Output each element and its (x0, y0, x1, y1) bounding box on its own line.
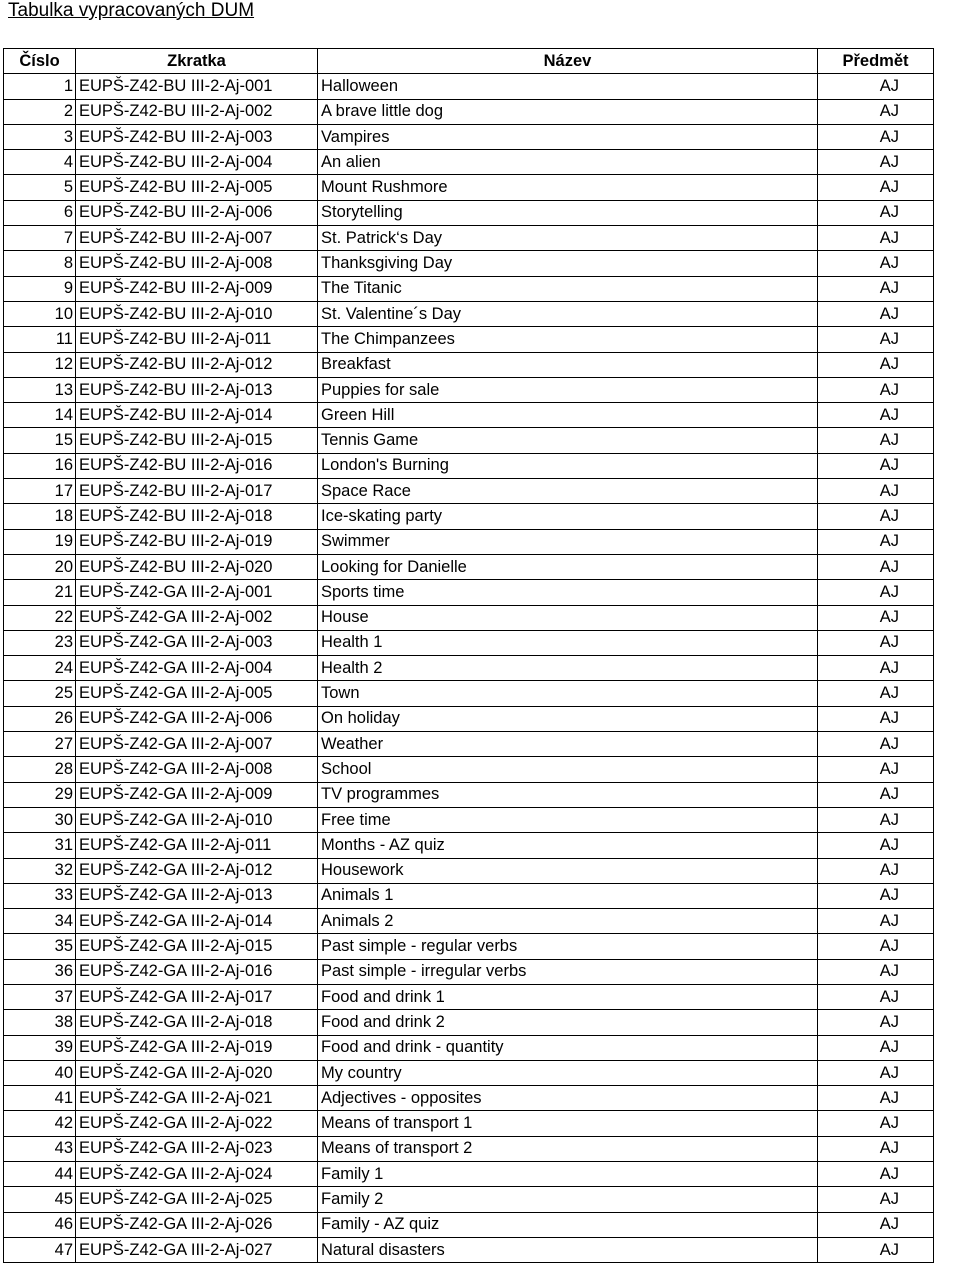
table-row (4, 150, 934, 175)
row-code: EUPŠ-Z42-GA III-2-Aj-004 (76, 656, 318, 681)
row-number: 1 (4, 74, 76, 99)
row-code: EUPŠ-Z42-BU III-2-Aj-017 (76, 479, 318, 504)
row-subject: AJ (818, 1237, 934, 1262)
row-subject: AJ (818, 251, 934, 276)
row-code: EUPŠ-Z42-BU III-2-Aj-011 (76, 327, 318, 352)
row-title: Town (318, 681, 818, 706)
table-row (4, 403, 934, 428)
row-subject: AJ (818, 807, 934, 832)
row-title: Ice-skating party (318, 504, 818, 529)
row-code: EUPŠ-Z42-GA III-2-Aj-005 (76, 681, 318, 706)
row-code: EUPŠ-Z42-BU III-2-Aj-007 (76, 226, 318, 251)
row-code: EUPŠ-Z42-GA III-2-Aj-016 (76, 959, 318, 984)
table-row (4, 1111, 934, 1136)
row-subject: AJ (818, 99, 934, 124)
row-subject: AJ (818, 327, 934, 352)
row-subject: AJ (818, 1111, 934, 1136)
row-subject: AJ (818, 301, 934, 326)
row-title: TV programmes (318, 782, 818, 807)
row-subject: AJ (818, 656, 934, 681)
row-subject: AJ (818, 757, 934, 782)
table-row (4, 377, 934, 402)
row-subject: AJ (818, 175, 934, 200)
row-title: Vampires (318, 124, 818, 149)
row-code: EUPŠ-Z42-BU III-2-Aj-019 (76, 529, 318, 554)
row-title: Food and drink 2 (318, 1010, 818, 1035)
row-number: 15 (4, 428, 76, 453)
row-title: St. Valentine´s Day (318, 301, 818, 326)
table-row (4, 352, 934, 377)
table-row (4, 327, 934, 352)
row-code: EUPŠ-Z42-BU III-2-Aj-005 (76, 175, 318, 200)
row-code: EUPŠ-Z42-BU III-2-Aj-009 (76, 276, 318, 301)
table-row (4, 226, 934, 251)
table-row (4, 1136, 934, 1161)
row-title: Health 1 (318, 630, 818, 655)
header-nazev: Název (318, 49, 818, 74)
row-number: 41 (4, 1086, 76, 1111)
table-row (4, 74, 934, 99)
row-title: Natural disasters (318, 1237, 818, 1262)
row-subject: AJ (818, 150, 934, 175)
row-title: London's Burning (318, 453, 818, 478)
table-row (4, 909, 934, 934)
table-row (4, 428, 934, 453)
row-number: 16 (4, 453, 76, 478)
table-row (4, 1010, 934, 1035)
row-title: Weather (318, 732, 818, 757)
row-title: Food and drink - quantity (318, 1035, 818, 1060)
row-number: 46 (4, 1212, 76, 1237)
row-number: 35 (4, 934, 76, 959)
row-code: EUPŠ-Z42-GA III-2-Aj-007 (76, 732, 318, 757)
row-code: EUPŠ-Z42-GA III-2-Aj-022 (76, 1111, 318, 1136)
row-subject: AJ (818, 782, 934, 807)
table-row (4, 1060, 934, 1085)
table-row (4, 200, 934, 225)
row-number: 44 (4, 1162, 76, 1187)
row-subject: AJ (818, 403, 934, 428)
row-number: 24 (4, 656, 76, 681)
row-number: 3 (4, 124, 76, 149)
dum-table (3, 48, 934, 1263)
row-number: 11 (4, 327, 76, 352)
row-title: The Chimpanzees (318, 327, 818, 352)
row-title: On holiday (318, 706, 818, 731)
table-row (4, 681, 934, 706)
row-subject: AJ (818, 124, 934, 149)
row-subject: AJ (818, 1010, 934, 1035)
row-number: 20 (4, 554, 76, 579)
row-number: 5 (4, 175, 76, 200)
row-number: 7 (4, 226, 76, 251)
row-title: An alien (318, 150, 818, 175)
row-title: Means of transport 1 (318, 1111, 818, 1136)
row-subject: AJ (818, 959, 934, 984)
row-subject: AJ (818, 934, 934, 959)
row-title: The Titanic (318, 276, 818, 301)
row-code: EUPŠ-Z42-GA III-2-Aj-002 (76, 605, 318, 630)
table-row (4, 453, 934, 478)
row-subject: AJ (818, 909, 934, 934)
row-code: EUPŠ-Z42-GA III-2-Aj-014 (76, 909, 318, 934)
table-row (4, 504, 934, 529)
row-code: EUPŠ-Z42-BU III-2-Aj-013 (76, 377, 318, 402)
row-subject: AJ (818, 377, 934, 402)
row-code: EUPŠ-Z42-GA III-2-Aj-020 (76, 1060, 318, 1085)
row-title: Family - AZ quiz (318, 1212, 818, 1237)
row-title: St. Patrick‘s Day (318, 226, 818, 251)
row-title: Months - AZ quiz (318, 833, 818, 858)
row-code: EUPŠ-Z42-BU III-2-Aj-006 (76, 200, 318, 225)
row-subject: AJ (818, 504, 934, 529)
row-number: 12 (4, 352, 76, 377)
row-title: Looking for Danielle (318, 554, 818, 579)
row-title: Animals 2 (318, 909, 818, 934)
row-code: EUPŠ-Z42-BU III-2-Aj-014 (76, 403, 318, 428)
row-number: 17 (4, 479, 76, 504)
row-title: Breakfast (318, 352, 818, 377)
row-subject: AJ (818, 276, 934, 301)
row-number: 13 (4, 377, 76, 402)
row-number: 32 (4, 858, 76, 883)
row-number: 2 (4, 99, 76, 124)
row-title: Past simple - irregular verbs (318, 959, 818, 984)
row-code: EUPŠ-Z42-GA III-2-Aj-018 (76, 1010, 318, 1035)
table-row (4, 580, 934, 605)
table-row (4, 301, 934, 326)
row-number: 26 (4, 706, 76, 731)
row-code: EUPŠ-Z42-BU III-2-Aj-001 (76, 74, 318, 99)
row-title: Swimmer (318, 529, 818, 554)
row-number: 45 (4, 1187, 76, 1212)
row-subject: AJ (818, 681, 934, 706)
row-code: EUPŠ-Z42-GA III-2-Aj-026 (76, 1212, 318, 1237)
row-number: 29 (4, 782, 76, 807)
row-number: 30 (4, 807, 76, 832)
row-number: 42 (4, 1111, 76, 1136)
row-title: Food and drink 1 (318, 984, 818, 1009)
row-subject: AJ (818, 453, 934, 478)
row-subject: AJ (818, 74, 934, 99)
header-zkratka: Zkratka (76, 49, 318, 74)
row-code: EUPŠ-Z42-BU III-2-Aj-002 (76, 99, 318, 124)
table-row (4, 757, 934, 782)
row-code: EUPŠ-Z42-BU III-2-Aj-016 (76, 453, 318, 478)
row-number: 39 (4, 1035, 76, 1060)
row-subject: AJ (818, 428, 934, 453)
row-number: 10 (4, 301, 76, 326)
row-title: Health 2 (318, 656, 818, 681)
row-code: EUPŠ-Z42-GA III-2-Aj-009 (76, 782, 318, 807)
row-title: Free time (318, 807, 818, 832)
row-code: EUPŠ-Z42-BU III-2-Aj-020 (76, 554, 318, 579)
table-row (4, 656, 934, 681)
row-subject: AJ (818, 883, 934, 908)
table-header-row (4, 49, 934, 74)
row-number: 6 (4, 200, 76, 225)
row-subject: AJ (818, 554, 934, 579)
row-code: EUPŠ-Z42-GA III-2-Aj-011 (76, 833, 318, 858)
table-row (4, 1187, 934, 1212)
row-subject: AJ (818, 984, 934, 1009)
row-title: Thanksgiving Day (318, 251, 818, 276)
row-title: Adjectives - opposites (318, 1086, 818, 1111)
table-row (4, 934, 934, 959)
row-number: 31 (4, 833, 76, 858)
row-title: Animals 1 (318, 883, 818, 908)
table-row (4, 554, 934, 579)
row-code: EUPŠ-Z42-GA III-2-Aj-006 (76, 706, 318, 731)
row-number: 47 (4, 1237, 76, 1262)
row-number: 43 (4, 1136, 76, 1161)
table-row (4, 124, 934, 149)
row-number: 27 (4, 732, 76, 757)
row-code: EUPŠ-Z42-GA III-2-Aj-021 (76, 1086, 318, 1111)
row-title: School (318, 757, 818, 782)
row-code: EUPŠ-Z42-BU III-2-Aj-012 (76, 352, 318, 377)
table-row (4, 706, 934, 731)
table-row (4, 1212, 934, 1237)
row-subject: AJ (818, 1162, 934, 1187)
table-row (4, 807, 934, 832)
row-subject: AJ (818, 580, 934, 605)
row-title: Means of transport 2 (318, 1136, 818, 1161)
row-title: Housework (318, 858, 818, 883)
table-row (4, 479, 934, 504)
row-title: My country (318, 1060, 818, 1085)
row-number: 34 (4, 909, 76, 934)
table-row (4, 984, 934, 1009)
row-title: House (318, 605, 818, 630)
row-code: EUPŠ-Z42-GA III-2-Aj-013 (76, 883, 318, 908)
table-row (4, 251, 934, 276)
table-row (4, 1237, 934, 1262)
row-code: EUPŠ-Z42-GA III-2-Aj-024 (76, 1162, 318, 1187)
table-row (4, 276, 934, 301)
row-code: EUPŠ-Z42-GA III-2-Aj-023 (76, 1136, 318, 1161)
page-title: Tabulka vypracovaných DUM (8, 0, 255, 21)
row-title: Halloween (318, 74, 818, 99)
row-subject: AJ (818, 1187, 934, 1212)
row-code: EUPŠ-Z42-GA III-2-Aj-003 (76, 630, 318, 655)
row-number: 33 (4, 883, 76, 908)
row-number: 28 (4, 757, 76, 782)
table-row (4, 175, 934, 200)
row-code: EUPŠ-Z42-BU III-2-Aj-003 (76, 124, 318, 149)
row-title: A brave little dog (318, 99, 818, 124)
row-code: EUPŠ-Z42-GA III-2-Aj-027 (76, 1237, 318, 1262)
row-subject: AJ (818, 1060, 934, 1085)
row-number: 25 (4, 681, 76, 706)
row-number: 23 (4, 630, 76, 655)
row-subject: AJ (818, 605, 934, 630)
table-row (4, 630, 934, 655)
row-number: 37 (4, 984, 76, 1009)
row-number: 19 (4, 529, 76, 554)
table-row (4, 959, 934, 984)
row-code: EUPŠ-Z42-BU III-2-Aj-018 (76, 504, 318, 529)
row-number: 8 (4, 251, 76, 276)
row-subject: AJ (818, 732, 934, 757)
row-number: 14 (4, 403, 76, 428)
row-subject: AJ (818, 479, 934, 504)
table-row (4, 858, 934, 883)
row-subject: AJ (818, 1035, 934, 1060)
table-row (4, 782, 934, 807)
row-code: EUPŠ-Z42-BU III-2-Aj-015 (76, 428, 318, 453)
row-title: Space Race (318, 479, 818, 504)
row-title: Storytelling (318, 200, 818, 225)
table-row (4, 833, 934, 858)
row-code: EUPŠ-Z42-GA III-2-Aj-008 (76, 757, 318, 782)
row-title: Mount Rushmore (318, 175, 818, 200)
row-number: 38 (4, 1010, 76, 1035)
row-title: Puppies for sale (318, 377, 818, 402)
table-row (4, 883, 934, 908)
row-subject: AJ (818, 1212, 934, 1237)
table-row (4, 1086, 934, 1111)
table-row (4, 99, 934, 124)
row-subject: AJ (818, 833, 934, 858)
row-number: 40 (4, 1060, 76, 1085)
row-title: Green Hill (318, 403, 818, 428)
row-title: Sports time (318, 580, 818, 605)
row-code: EUPŠ-Z42-GA III-2-Aj-001 (76, 580, 318, 605)
table-row (4, 605, 934, 630)
row-subject: AJ (818, 200, 934, 225)
row-subject: AJ (818, 1086, 934, 1111)
row-number: 9 (4, 276, 76, 301)
row-code: EUPŠ-Z42-BU III-2-Aj-010 (76, 301, 318, 326)
row-code: EUPŠ-Z42-BU III-2-Aj-008 (76, 251, 318, 276)
row-subject: AJ (818, 352, 934, 377)
row-title: Past simple - regular verbs (318, 934, 818, 959)
table-row (4, 1035, 934, 1060)
row-title: Family 1 (318, 1162, 818, 1187)
table-row (4, 732, 934, 757)
row-number: 4 (4, 150, 76, 175)
row-number: 22 (4, 605, 76, 630)
row-subject: AJ (818, 858, 934, 883)
row-code: EUPŠ-Z42-BU III-2-Aj-004 (76, 150, 318, 175)
header-predmet: Předmět (818, 49, 934, 74)
table-row (4, 529, 934, 554)
row-code: EUPŠ-Z42-GA III-2-Aj-017 (76, 984, 318, 1009)
table-body (4, 74, 934, 1263)
row-number: 18 (4, 504, 76, 529)
table-row (4, 1162, 934, 1187)
row-code: EUPŠ-Z42-GA III-2-Aj-012 (76, 858, 318, 883)
row-subject: AJ (818, 1136, 934, 1161)
row-subject: AJ (818, 529, 934, 554)
row-code: EUPŠ-Z42-GA III-2-Aj-010 (76, 807, 318, 832)
row-subject: AJ (818, 226, 934, 251)
header-cislo: Číslo (4, 49, 76, 74)
row-subject: AJ (818, 630, 934, 655)
row-title: Tennis Game (318, 428, 818, 453)
row-title: Family 2 (318, 1187, 818, 1212)
row-code: EUPŠ-Z42-GA III-2-Aj-015 (76, 934, 318, 959)
row-subject: AJ (818, 706, 934, 731)
row-code: EUPŠ-Z42-GA III-2-Aj-019 (76, 1035, 318, 1060)
row-number: 36 (4, 959, 76, 984)
row-code: EUPŠ-Z42-GA III-2-Aj-025 (76, 1187, 318, 1212)
row-number: 21 (4, 580, 76, 605)
